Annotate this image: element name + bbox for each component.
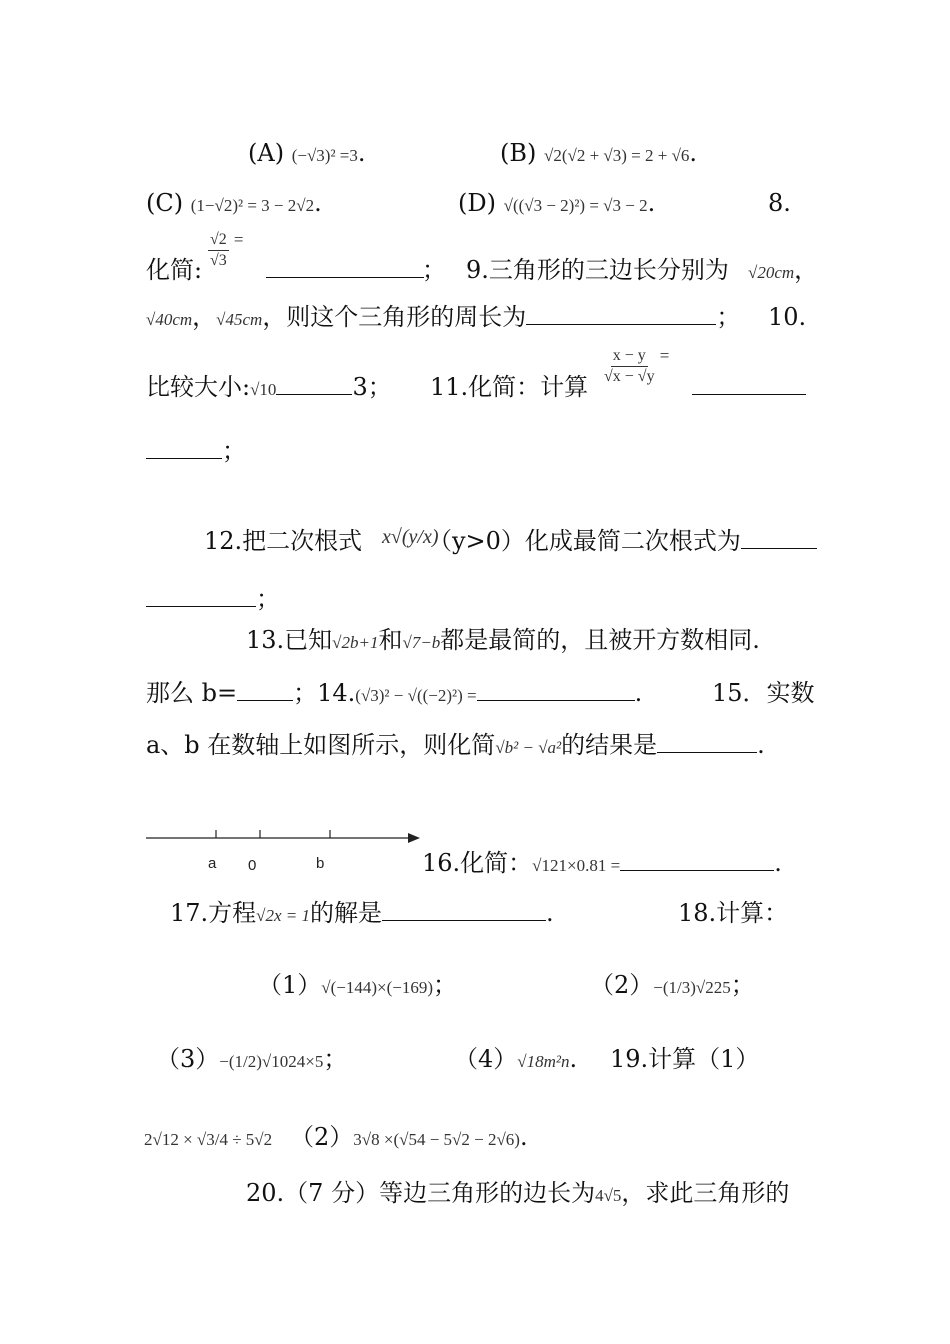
q8-denominator: √3 <box>210 252 227 269</box>
q13-expr2: √7−b <box>402 633 441 652</box>
q18-part2-end: ； <box>730 971 755 999</box>
q9-side1 <box>748 255 818 288</box>
q18-part3-end: ； <box>323 1045 348 1073</box>
q18-part1-expression: √(−144)×(−169) <box>321 978 434 997</box>
q8-number: 8. <box>768 189 791 217</box>
q19-end: . <box>519 1123 528 1151</box>
q9-line2 <box>146 302 740 335</box>
q18-part1-label: （1） <box>258 971 322 999</box>
q20-text: 20.（7 分）等边三角形的边长为 <box>246 1179 596 1207</box>
q8-numerator: √2 <box>208 230 229 251</box>
q19-part2 <box>290 1122 528 1155</box>
q8-fraction <box>208 230 243 271</box>
q19-part2-label: （2） <box>290 1123 354 1151</box>
q9-side3-expr: √45cm <box>216 310 263 329</box>
q15-answer-line <box>657 730 757 753</box>
option-d <box>458 188 655 221</box>
q11-fraction <box>604 346 669 387</box>
option-b <box>500 138 697 171</box>
label-b: b <box>316 855 325 872</box>
option-a <box>248 138 366 171</box>
q18-part4-label: （4） <box>454 1045 518 1073</box>
q10-value: 3； <box>352 373 392 401</box>
q15-text: a、b 在数轴上如图所示，则化简 <box>146 731 496 759</box>
q18-part4 <box>454 1044 577 1077</box>
q16-text: 16.化简： <box>422 849 533 877</box>
q18-part1-end: ； <box>433 971 458 999</box>
option-c-expression: (1−√2)² = 3 − 2√2 <box>190 196 315 215</box>
q9-text: 9.三角形的三边长分别为 <box>466 256 729 284</box>
q20-expression: 4√5 <box>595 1186 622 1205</box>
q10-line <box>146 372 392 405</box>
q18-part3-label: （3） <box>156 1045 220 1073</box>
q19-text: 19.计算（1） <box>610 1045 760 1073</box>
q19-part1 <box>144 1122 272 1155</box>
q10-text: 比较大小: <box>146 373 251 401</box>
q15-end: . <box>757 731 765 759</box>
q11-equals: = <box>659 346 670 365</box>
q12-cond-text: （y>0）化成最简二次根式为 <box>428 527 741 555</box>
q9-separator: ； <box>716 303 741 331</box>
q13-text: 13.已知 <box>246 626 333 654</box>
option-b-label: (B) <box>500 139 537 167</box>
q11-end: ； <box>222 437 246 465</box>
q10-number: 10. <box>768 303 807 331</box>
option-c-label: (C) <box>146 189 184 217</box>
number-line <box>144 820 424 880</box>
q17-text: 17.方程 <box>170 899 257 927</box>
q9-side1-expr: √20cm <box>748 263 795 282</box>
q11-denominator: √x − √y <box>604 368 655 385</box>
q11-answer-line-2 <box>146 436 246 466</box>
q20-line <box>246 1178 789 1211</box>
q16-answer-line <box>620 848 774 871</box>
option-d-label: (D) <box>458 189 496 217</box>
q18-part3-expression: −(1/2)√1024×5 <box>219 1052 324 1071</box>
option-b-expression: √2(√2 + √3) = 2 + √6 <box>544 146 690 165</box>
q11-text: 11.化简：计算 <box>430 373 589 401</box>
option-d-expression: √((√3 − 2)²) = √3 − 2 <box>503 196 648 215</box>
label-0: 0 <box>248 857 257 874</box>
option-a-expression: (−√3)² =3 <box>291 146 358 165</box>
q13-expr1: √2b+1 <box>332 633 379 652</box>
q18-part2-expression: −(1/3)√225 <box>653 978 731 997</box>
q16-line <box>422 848 782 881</box>
q14-number: 14. <box>317 679 356 707</box>
q8-separator: ； <box>422 256 446 284</box>
q10-answer-line <box>276 372 352 395</box>
q12-answer-line <box>741 526 817 549</box>
q12-condition <box>428 526 817 556</box>
q11-numerator: x − y <box>611 346 648 367</box>
q19-part2-expression: 3√8 ×(√54 − 5√2 − 2√6) <box>353 1130 520 1149</box>
q15-expression: √b² − √a² <box>495 738 562 757</box>
q9-side2-expr: √40cm <box>146 310 193 329</box>
q18-part4-end: . <box>569 1045 578 1073</box>
q18-part2 <box>590 970 755 1003</box>
q13-separator: ； <box>293 679 318 707</box>
option-b-end: . <box>689 139 698 167</box>
q19-part1-expression: 2√12 × √3/4 ÷ 5√2 <box>144 1130 273 1149</box>
q8-text: 化简: <box>146 256 203 284</box>
q14-end: . <box>634 679 643 707</box>
q12-answer-line-2 <box>146 584 280 614</box>
q9-tail: ，则这个三角形的周长为 <box>262 303 527 331</box>
q13-text2: 都是最简的，且被开方数相同. <box>440 626 760 654</box>
q15-text3: 的结果是 <box>561 731 658 759</box>
q14-expression: (√3)² − √((−2)²) = <box>355 686 477 705</box>
q17-tail: 的解是 <box>310 899 383 927</box>
q15-text1: 15．实数 <box>712 679 815 707</box>
option-a-label: (A) <box>248 139 285 167</box>
option-c-end: . <box>314 189 322 217</box>
q17-line <box>170 898 554 931</box>
q12-expr: x√(y/x) <box>382 526 439 548</box>
q18-text: 18.计算： <box>678 899 789 927</box>
q12-end: ； <box>256 585 280 613</box>
q10-expression: √10 <box>250 380 277 399</box>
q13-line2 <box>146 678 642 711</box>
q9-answer-line <box>526 302 716 325</box>
q18-part2-label: （2） <box>590 971 654 999</box>
option-a-end: . <box>357 139 366 167</box>
q13-b-label: 那么 b= <box>146 679 238 707</box>
option-d-end: . <box>647 189 656 217</box>
q17-answer-line <box>382 898 546 921</box>
q8-equals: = <box>233 230 244 249</box>
q13-line1 <box>246 625 760 658</box>
option-c <box>146 188 322 221</box>
q18-part4-expression: √18m²n <box>517 1052 570 1071</box>
q13-and: 和 <box>378 626 403 654</box>
q14-answer-line <box>477 678 635 701</box>
q20-tail: ，求此三角形的 <box>621 1179 790 1207</box>
q17-end: . <box>546 899 554 927</box>
q12-text: 12.把二次根式 <box>204 527 363 555</box>
q16-expression: √121×0.81 = <box>532 856 621 875</box>
q8-answer-line <box>266 255 424 285</box>
q9-comma-2: ， <box>192 303 217 331</box>
q16-end: . <box>774 849 782 877</box>
q17-expression: √2x = 1 <box>256 906 311 925</box>
q18-part3 <box>156 1044 347 1077</box>
q9-comma: ， <box>794 256 819 284</box>
q18-part1 <box>258 970 457 1003</box>
q13-answer-line <box>237 678 293 701</box>
q15-line2 <box>146 730 765 763</box>
label-a: a <box>208 855 217 872</box>
q11-answer-line <box>692 372 806 402</box>
number-line-arrow <box>408 833 420 843</box>
